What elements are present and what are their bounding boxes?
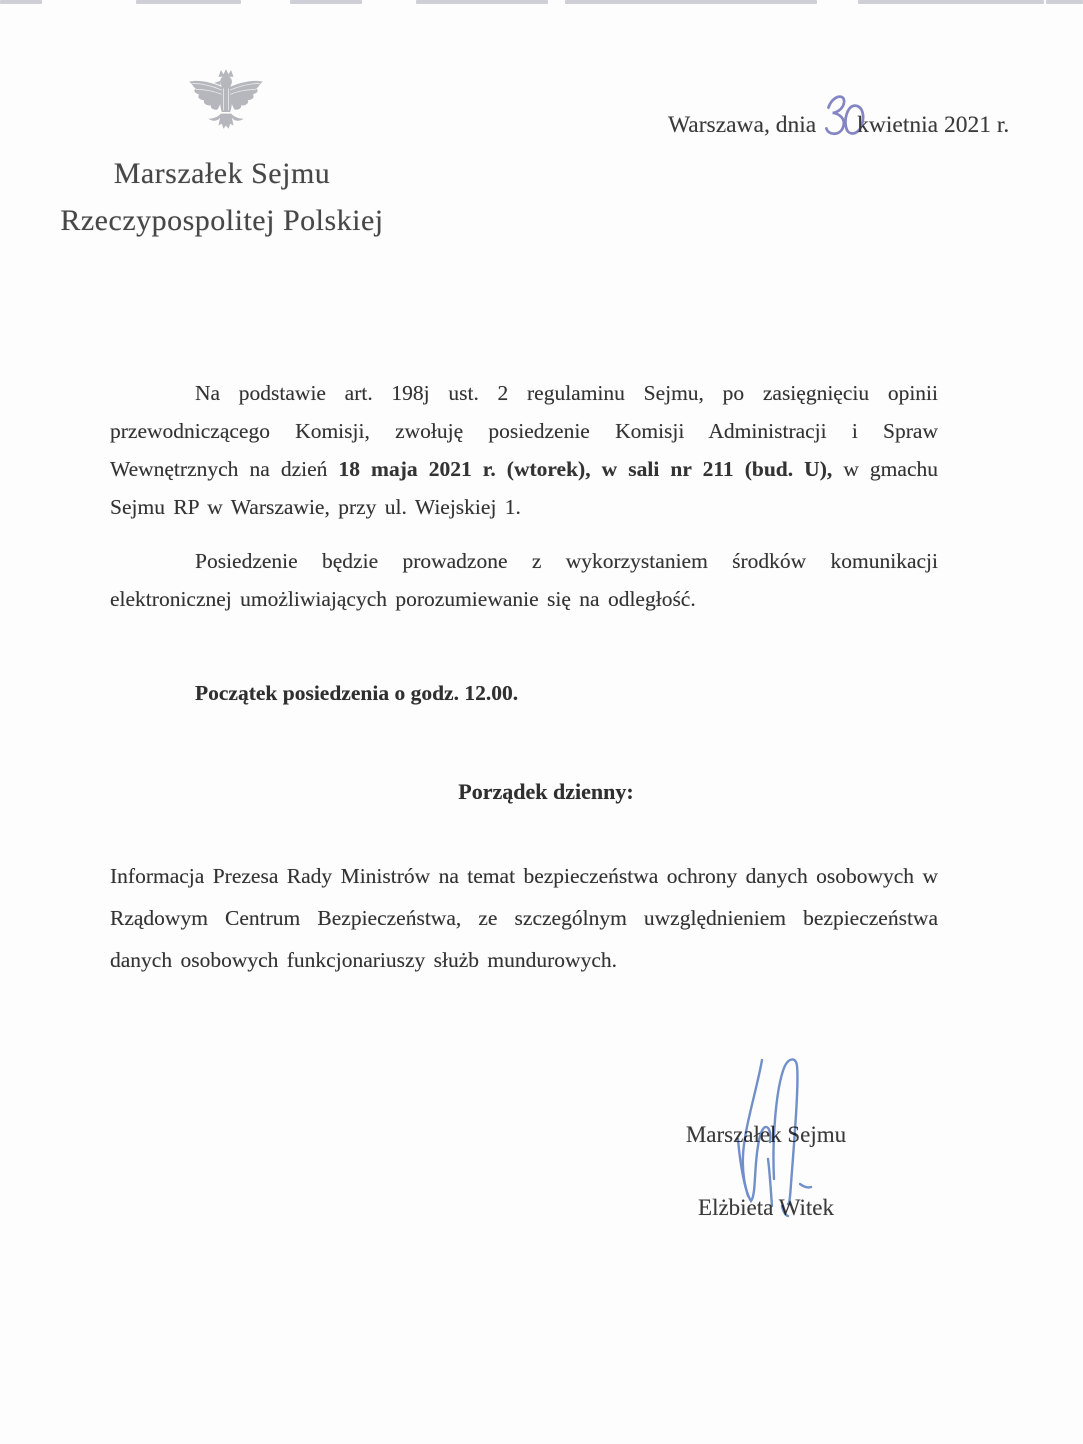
agenda-item: Informacja Prezesa Rady Ministrów na temat bezpieczeństwa ochrony danych osobowych w Rządowym Centrum Bezpieczeństwa, ze szczególnym uwzględnieniem bezpieczeństwa danych osobowych funkcjonariuszy służb mundurowych. (110, 864, 938, 972)
signature-role: Marszałek Sejmu (685, 1122, 847, 1147)
scan-dash (565, 0, 817, 4)
scan-dash (290, 0, 362, 4)
sender-title (48, 150, 396, 244)
scan-dash (858, 0, 1044, 4)
signature-name: Elżbieta Witek (698, 1195, 834, 1220)
paragraph-remote-communication: Posiedzenie będzie prowadzone z wykorzystaniem środków komunikacji elektronicznej umożliwiających porozumiewanie się na odległość. (110, 549, 938, 611)
scan-dash (0, 0, 42, 4)
polish-eagle-emblem-icon (184, 66, 268, 158)
paragraph1-part1: Na podstawie art. 198j ust. 2 regulaminu Sejmu, po zasięgnięciu opinii przewodniczącego Komisji, zwołuję posiedzenie Komisji Administracji i Spraw Wewnętrznych na dzień (110, 381, 938, 481)
dateline (668, 110, 1009, 143)
paragraph1-part2: w gmachu Sejmu RP w Warszawie, przy ul. Wiejskiej 1. (110, 457, 938, 519)
sender-title-line2: Rzeczypospolitej Polskiej (60, 204, 384, 237)
paragraph-convocation (110, 374, 938, 526)
agenda-heading: Porządek dzienny: (458, 779, 634, 804)
date-prefix: Warszawa, dnia (668, 112, 817, 138)
scan-dash (1046, 0, 1083, 4)
scan-dash (416, 0, 548, 4)
date-suffix: kwietnia 2021 r. (857, 112, 1010, 138)
paragraph1-bold-date-room: 18 maja 2021 r. (wtorek), w sali nr 211 (bud. U), (338, 457, 833, 481)
meeting-start-time: Początek posiedzenia o godz. 12.00. (195, 681, 519, 705)
sender-title-line1: Marszałek Sejmu (113, 157, 331, 190)
scan-dash (136, 0, 241, 4)
handwritten-signature-ink (730, 1054, 818, 1226)
